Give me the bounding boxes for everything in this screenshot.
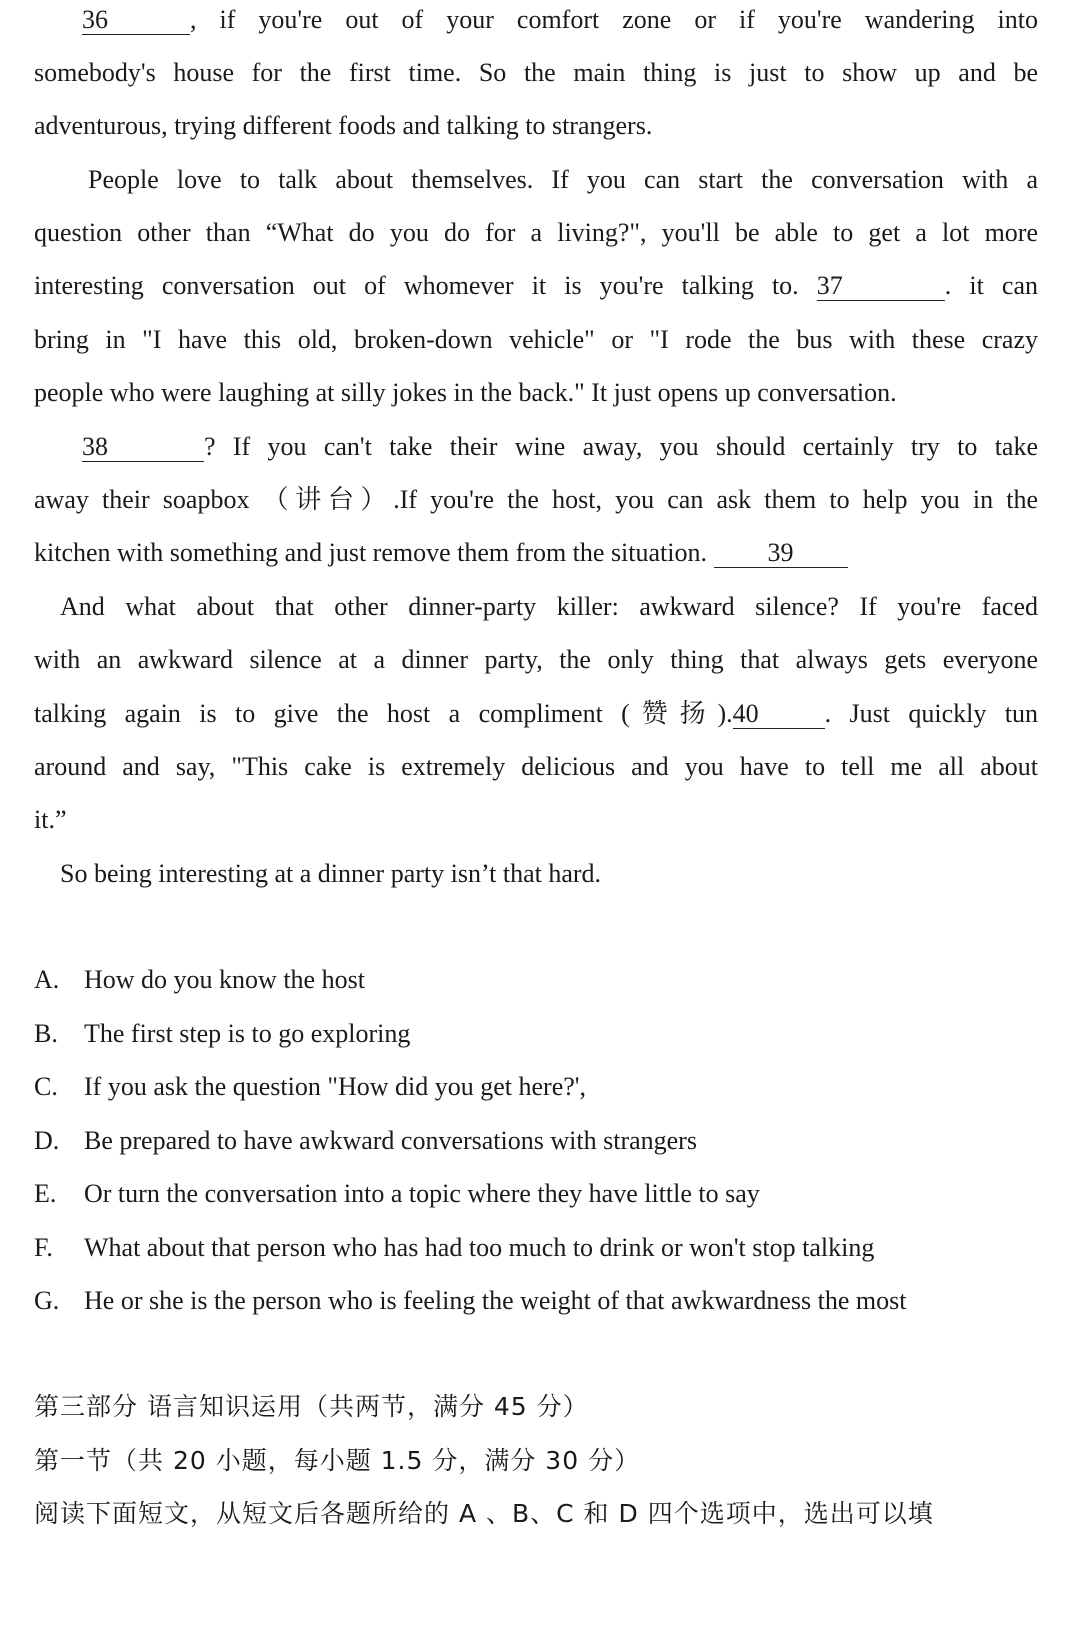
paragraph-4-line-4: around and say, "This cake is extremely delicious and you have to tell me all about [34,752,1038,781]
option-letter: C. [34,1072,58,1101]
blank-39[interactable]: 39 [714,539,848,568]
option-letter: G. [34,1286,60,1315]
paragraph-3-line-2: away their soapbox （讲台）.If you're the host, you can ask them to help you in the [34,485,1038,514]
option-letter: F. [34,1233,53,1262]
paragraph-5: So being interesting at a dinner party isn’t that hard. [60,859,602,888]
section-3-title: 第三部分 语言知识运用（共两节，满分 45 分） [34,1392,589,1421]
paragraph-4-line-2: with an awkward silence at a dinner party, the only thing that always gets everyone [34,645,1038,674]
paragraph-2-line-4: bring in "I have this old, broken-down vehicle" or "I rode the bus with these crazy [34,325,1038,354]
paragraph-4-line-1: And what about that other dinner-party killer: awkward silence? If you're faced [60,592,1038,621]
option-text: The first step is to go exploring [84,1019,411,1048]
section-3-instruction: 阅读下面短文，从短文后各题所给的 A 、B、C 和 D 四个选项中，选出可以填 [34,1499,934,1528]
paragraph-4-line-5: it.” [34,805,67,834]
paragraph-2-line-1: People love to talk about themselves. If you can start the conversation with a [88,165,1038,194]
paragraph-2-line-5: people who were laughing at silly jokes in the back." It just opens up conversation. [34,378,897,407]
blank-37[interactable]: 37 [817,272,945,301]
paragraph-3-line-3: kitchen with something and just remove them from the situation. 39 [34,536,1038,570]
section-3-subtitle: 第一节（共 20 小题，每小题 1.5 分，满分 30 分） [34,1446,641,1475]
option-text: What about that person who has had too much to drink or won't stop talking [84,1233,875,1262]
paragraph-1-line-1: 36 , if you're out of your comfort zone or if you're wandering into [82,5,1038,34]
blank-36[interactable]: 36 [82,6,190,35]
paragraph-2-line-2: question other than “What do you do for a living?", you'll be able to get a lot more [34,218,1038,247]
option-text: He or she is the person who is feeling the weight of that awkwardness the most [84,1286,907,1315]
paragraph-3-line-1: 38 ? If you can't take their wine away, you should certainly try to take [82,432,1038,461]
paragraph-1-line-3: adventurous, trying different foods and talking to strangers. [34,111,653,140]
option-letter: B. [34,1019,58,1048]
option-letter: E. [34,1179,57,1208]
option-text: How do you know the host [84,965,365,994]
blank-38[interactable]: 38 [82,433,204,462]
option-text: Or turn the conversation into a topic where they have little to say [84,1179,760,1208]
option-letter: D. [34,1126,60,1155]
option-text: If you ask the question "How did you get here?', [84,1072,586,1101]
option-letter: A. [34,965,60,994]
paragraph-2-line-3: interesting conversation out of whomever it is you're talking to. 37 . it can [34,271,1039,300]
option-text: Be prepared to have awkward conversations with strangers [84,1126,697,1155]
paragraph-4-line-3: talking again is to give the host a compliment (赞扬).40 . Just quickly tun [34,699,1038,728]
paragraph-1-line-2: somebody's house for the first time. So the main thing is just to show up and be [34,58,1038,87]
blank-40[interactable]: 40 [733,700,825,729]
